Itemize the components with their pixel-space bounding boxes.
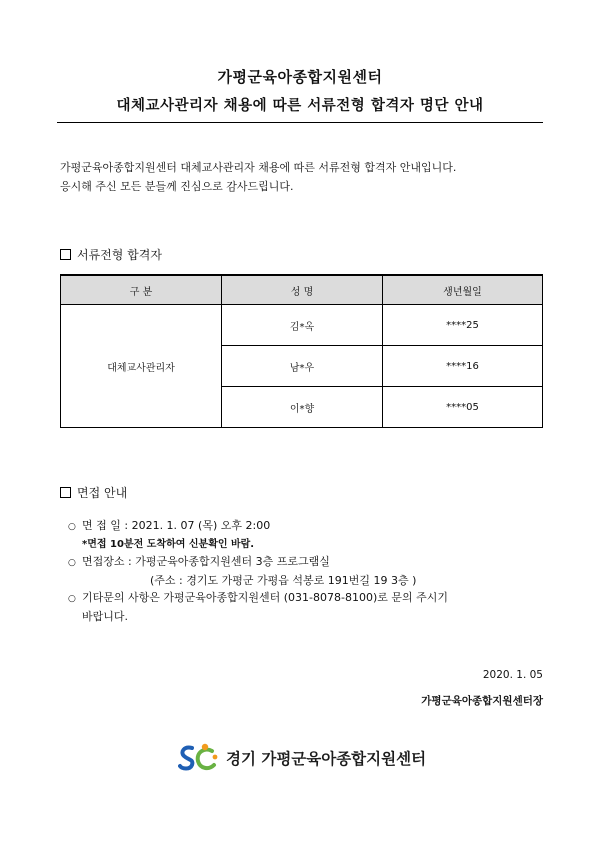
birthdate-cell: ****05	[383, 387, 543, 428]
intro-line-2: 응시해 주신 모든 분들께 진심으로 감사드립니다.	[60, 180, 294, 193]
checkbox-square-icon	[60, 249, 71, 260]
document-subtitle: 대체교사관리자 채용에 따른 서류전형 합격자 명단 안내	[116, 98, 484, 114]
interview-date-item: ○ 면 접 일 : 2021. 1. 07 (목) 오후 2:00	[68, 517, 448, 536]
center-logo	[178, 740, 426, 776]
signature: 가평군육아종합지원센터장	[421, 695, 543, 707]
circle-bullet-icon: ○	[68, 558, 76, 568]
interview-place-item: ○ 면접장소 : 가평군육아종합지원센터 3층 프로그램실	[68, 553, 448, 572]
name-cell: 이*향	[222, 387, 383, 428]
name-cell: 남*우	[222, 346, 383, 387]
birthdate-cell: ****16	[383, 346, 543, 387]
title-divider	[57, 122, 543, 123]
table-row	[61, 305, 543, 346]
inquiry-item: ○ 기타문의 사항은 가평군육아종합지원센터 (031-8078-8100)로 문의 주시기	[68, 589, 448, 608]
intro-line-1: 가평군육아종합지원센터 대체교사관리자 채용에 따른 서류전형 합격자 안내입니다.	[60, 161, 457, 174]
logo-text: 경기 가평군육아종합지원센터	[226, 750, 427, 768]
section-heading-document-screening: 서류전형 합격자	[60, 246, 162, 263]
category-cell: 대체교사관리자	[61, 305, 222, 428]
passer-table	[60, 274, 543, 428]
checkbox-square-icon	[60, 487, 71, 498]
interview-address: (주소 : 경기도 가평군 가평읍 석봉로 191번길 19 3층 )	[150, 574, 417, 587]
col-header-birthdate: 생년월일	[383, 275, 543, 305]
document-title: 가평군육아종합지원센터	[217, 68, 383, 86]
col-header-name: 성 명	[222, 275, 383, 305]
inquiry-continuation: 바랍니다.	[82, 610, 129, 623]
table-header-row	[61, 275, 543, 305]
interview-note: *면접 10분전 도착하여 신분확인 바람.	[82, 539, 255, 550]
document-date: 2020. 1. 05	[482, 669, 543, 681]
circle-bullet-icon: ○	[68, 522, 76, 532]
section-heading-interview: 면접 안내	[60, 484, 127, 501]
circle-bullet-icon: ○	[68, 594, 76, 604]
birthdate-cell: ****25	[383, 305, 543, 346]
interview-info	[68, 517, 448, 625]
intro-text	[60, 158, 456, 196]
name-cell: 김*옥	[222, 305, 383, 346]
col-header-category: 구 분	[61, 275, 222, 305]
sc-logo-icon	[178, 742, 220, 774]
